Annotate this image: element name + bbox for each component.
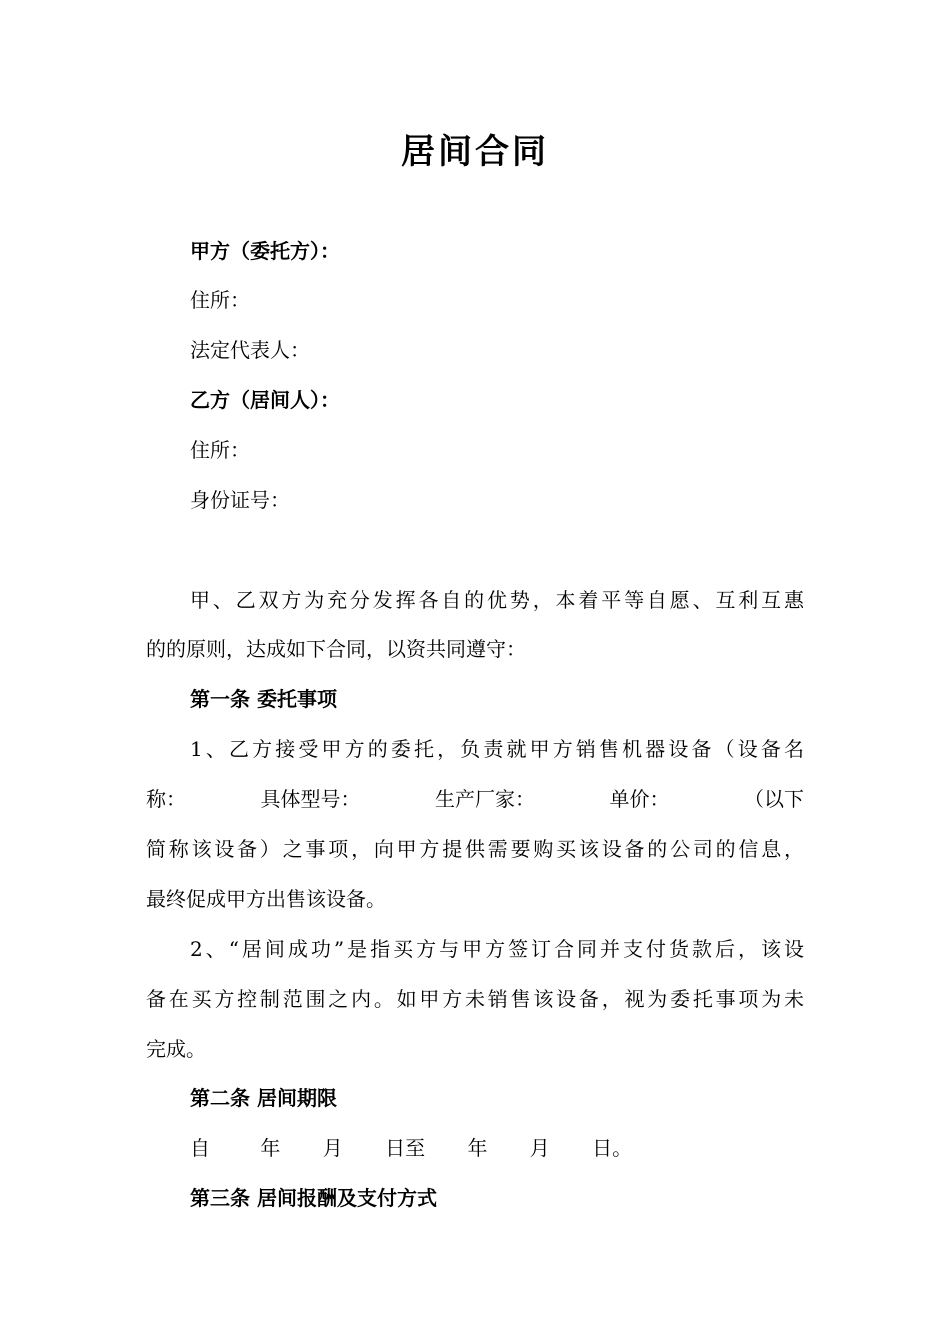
term-start-year: 年	[260, 1136, 281, 1160]
term-start-day-to: 日至	[385, 1136, 426, 1160]
party-a-address-label: 住所：	[190, 288, 250, 312]
article-1-item-2-line-1: 2、“居间成功”是指买方与甲方签订合同并支付货款后，该设	[190, 937, 804, 961]
preamble-line-2: 的的原则，达成如下合同，以资共同遵守：	[146, 637, 526, 661]
article-1-heading: 第一条 委托事项	[190, 687, 337, 711]
device-name-field-label: 称：	[146, 787, 186, 811]
preamble-line-1: 甲、乙双方为充分发挥各自的优势，本着平等自愿、互利互惠	[190, 588, 804, 612]
term-start-month: 月	[322, 1136, 343, 1160]
party-b-id-label: 身份证号：	[190, 488, 290, 512]
term-end-day: 日。	[592, 1136, 633, 1160]
party-b-address-label: 住所：	[190, 438, 250, 462]
term-from: 自	[190, 1136, 210, 1160]
term-end-month: 月	[529, 1136, 550, 1160]
device-model-field-label: 具体型号：	[260, 787, 361, 811]
party-a-heading: 甲方（委托方）：	[190, 239, 340, 263]
article-1-item-1	[190, 734, 804, 764]
party-a-legal-rep-label: 法定代表人：	[190, 338, 310, 362]
article-1-item-1-line-2	[146, 784, 804, 814]
term-end-year: 年	[467, 1136, 488, 1160]
document-title: 居间合同	[401, 132, 549, 172]
term-line	[190, 1133, 632, 1163]
article-1-item-1-line-1: 1、乙方接受甲方的委托，负责就甲方销售机器设备（设备名	[190, 737, 804, 761]
article-1-item-2	[190, 934, 804, 964]
hereinafter-text: （以下	[744, 787, 804, 811]
article-1-item-2-line-2-wrap	[146, 984, 804, 1014]
article-1-item-1-line-3: 简称该设备）之事项，向甲方提供需要购买该设备的公司的信息，	[146, 837, 804, 861]
preamble-paragraph	[190, 585, 804, 615]
manufacturer-field-label: 生产厂家：	[435, 787, 535, 811]
unit-price-field-label: 单价：	[609, 787, 670, 811]
article-2-heading: 第二条 居间期限	[190, 1086, 337, 1110]
party-b-heading: 乙方（居间人）：	[190, 388, 340, 412]
article-1-item-1-line-3-wrap	[146, 834, 804, 864]
article-1-item-1-line-4: 最终促成甲方出售该设备。	[146, 887, 386, 911]
article-1-item-2-line-2: 备在买方控制范围之内。如甲方未销售该设备，视为委托事项为未	[146, 987, 804, 1011]
article-3-heading: 第三条 居间报酬及支付方式	[190, 1186, 437, 1210]
article-1-item-2-line-3: 完成。	[146, 1037, 206, 1061]
